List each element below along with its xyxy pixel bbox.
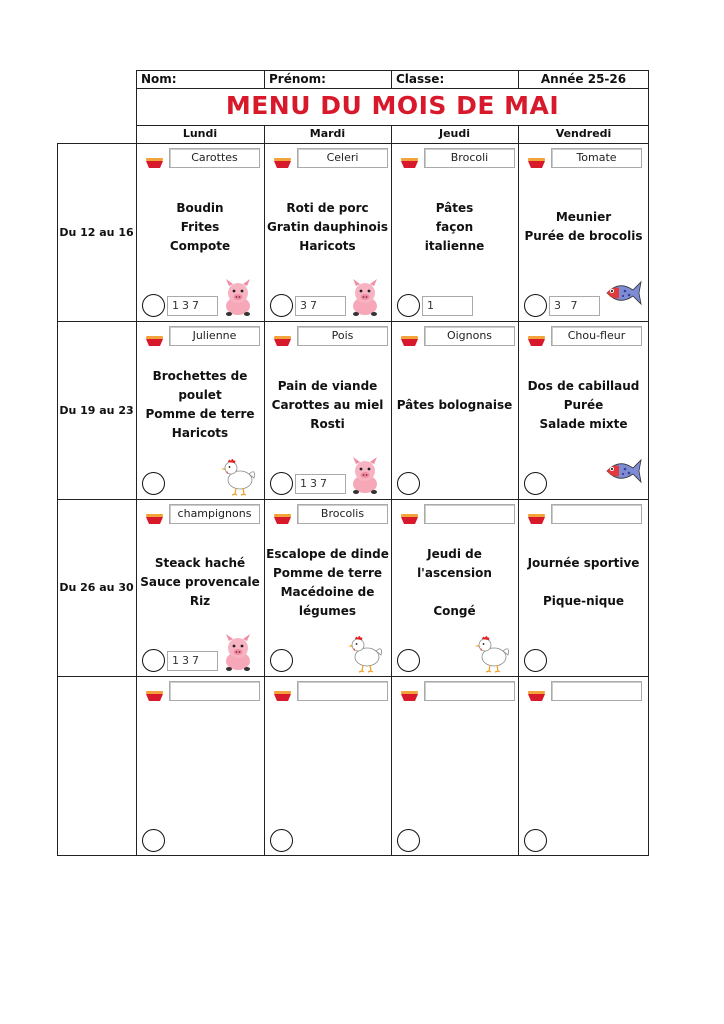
pig-icon (345, 456, 385, 496)
meal-line: Pomme de terre (272, 565, 383, 580)
menu-cell-mardi (264, 499, 391, 676)
meal-line: Pâtes bolognaise (396, 397, 513, 412)
choice-circle[interactable] (142, 829, 165, 852)
pig-icon (218, 633, 258, 673)
week-label-text: Du 12 au 16 (59, 225, 134, 239)
vegetable-field[interactable] (424, 681, 515, 701)
soup-bowl-icon (401, 331, 418, 341)
soup-bowl-icon (274, 153, 291, 163)
prenom-field[interactable] (264, 70, 392, 89)
day-header-vendredi: Vendredi (555, 127, 612, 140)
soup-bowl-icon (146, 686, 163, 696)
chicken-icon (472, 633, 512, 673)
meal-line: Purée de brocolis (524, 229, 643, 243)
meal-description (136, 529, 264, 636)
menu-cell-vendredi (518, 143, 649, 321)
meal-line: Carottes au miel (271, 397, 384, 412)
menu-cell-mardi (264, 676, 391, 856)
choice-circle[interactable] (397, 472, 420, 495)
menu-cell-jeudi (391, 321, 518, 499)
meal-description (136, 173, 264, 281)
soup-bowl-icon (146, 153, 163, 163)
soup-bowl-icon (528, 686, 545, 696)
choice-circle[interactable] (142, 649, 165, 672)
soup-bowl-icon (274, 331, 291, 341)
choice-circle[interactable] (524, 649, 547, 672)
choice-circle[interactable] (270, 649, 293, 672)
menu-cell-lundi (136, 321, 264, 499)
meal-line: Journée sportive (527, 556, 640, 570)
vegetable-field[interactable] (297, 681, 388, 701)
meal-description (518, 351, 649, 459)
vegetable-field[interactable] (424, 504, 515, 524)
code-box: 137 (167, 651, 218, 671)
vegetable-field[interactable] (551, 681, 642, 701)
soup-bowl-icon (146, 331, 163, 341)
meal-description (391, 706, 518, 816)
menu-cell-vendredi (518, 676, 649, 856)
week-label-text: Du 19 au 23 (59, 403, 134, 417)
meal-line: Riz (189, 594, 211, 608)
menu-cell-mardi (264, 321, 391, 499)
vegetable-field[interactable] (551, 504, 642, 524)
meal-line: Boudin (176, 200, 224, 215)
vegetable-field[interactable]: Tomate (551, 148, 642, 168)
menu-cell-lundi (136, 499, 264, 676)
code-box: 37 (295, 296, 346, 316)
day-header-divider (264, 125, 265, 144)
meal-line: Pâtes (435, 200, 474, 215)
meal-line: Escalope de dinde (266, 546, 389, 561)
meal-description (391, 173, 518, 281)
meal-line: Steack haché (154, 556, 246, 570)
day-header-divider (391, 125, 392, 144)
week-label (57, 676, 136, 856)
classe-field[interactable] (391, 70, 519, 89)
pig-icon (218, 278, 258, 318)
menu-cell-jeudi (391, 143, 518, 321)
choice-circle[interactable] (142, 472, 165, 495)
choice-circle[interactable] (270, 829, 293, 852)
soup-bowl-icon (274, 686, 291, 696)
choice-circle[interactable] (397, 649, 420, 672)
vegetable-field[interactable]: Pois (297, 326, 388, 346)
vegetable-field[interactable]: Celeri (297, 148, 388, 168)
menu-cell-vendredi (518, 321, 649, 499)
menu-cell-lundi (136, 676, 264, 856)
meal-line: Haricots (171, 426, 229, 440)
code-box: 137 (295, 474, 346, 494)
soup-bowl-icon (528, 509, 545, 519)
meal-line: italienne (424, 238, 485, 253)
day-header-jeudi: Jeudi (438, 127, 471, 140)
choice-circle[interactable] (397, 829, 420, 852)
soup-bowl-icon (401, 509, 418, 519)
code-box: 137 (167, 296, 218, 316)
code-box: 1 (422, 296, 473, 316)
week-label (57, 499, 136, 676)
fish-icon (603, 456, 643, 496)
nom-label: Nom: (141, 72, 177, 86)
meal-description (264, 173, 391, 281)
soup-bowl-icon (401, 153, 418, 163)
vegetable-field[interactable]: Julienne (169, 326, 260, 346)
meal-description (136, 706, 264, 816)
meal-description (264, 706, 391, 816)
chicken-icon (218, 456, 258, 496)
choice-circle[interactable] (524, 829, 547, 852)
meal-line: Purée (563, 397, 604, 412)
week-label (57, 321, 136, 499)
meal-line: Jeudi de l'ascension (417, 546, 492, 580)
classe-label: Classe: (396, 72, 445, 86)
meal-description (391, 529, 518, 636)
week-label (57, 143, 136, 321)
meal-line: Rosti (310, 416, 345, 431)
meal-description (518, 529, 649, 636)
pig-icon (345, 278, 385, 318)
meal-line: Meunier (555, 210, 612, 224)
soup-bowl-icon (528, 153, 545, 163)
choice-circle[interactable] (270, 294, 293, 317)
meal-line: Haricots (299, 238, 356, 253)
meal-line: Dos de cabillaud (527, 378, 640, 393)
meal-line: Brochettes de (152, 369, 248, 383)
vegetable-field[interactable]: Carottes (169, 148, 260, 168)
soup-bowl-icon (274, 509, 291, 519)
meal-line: façon (435, 219, 474, 234)
meal-line: Salade mixte (539, 416, 628, 431)
vegetable-field[interactable]: Brocoli (424, 148, 515, 168)
nom-field[interactable] (136, 70, 265, 89)
day-header-lundi: Lundi (182, 127, 218, 140)
menu-cell-vendredi (518, 499, 649, 676)
day-header-divider (518, 125, 519, 144)
vegetable-field[interactable]: Brocolis (297, 504, 388, 524)
vegetable-field[interactable]: Chou-fleur (551, 326, 642, 346)
meal-line: poulet (178, 388, 222, 402)
meal-description (518, 706, 649, 816)
meal-description (136, 351, 264, 459)
meal-line: Gratin dauphinois (267, 219, 388, 234)
meal-line: Pain de viande (277, 378, 378, 393)
soup-bowl-icon (528, 331, 545, 341)
soup-bowl-icon (146, 509, 163, 519)
menu-cell-lundi (136, 143, 264, 321)
annee-field (518, 70, 649, 89)
soup-bowl-icon (401, 686, 418, 696)
meal-description (264, 351, 391, 459)
choice-circle[interactable] (524, 294, 547, 317)
choice-circle[interactable] (524, 472, 547, 495)
annee-label: Année 25-26 (540, 72, 627, 86)
week-label-text: Du 26 au 30 (59, 581, 134, 594)
meal-description (518, 173, 649, 281)
meal-line: Pique-nique (542, 594, 625, 608)
meal-line: Pomme de terre (145, 407, 255, 421)
page-title: MENU DU MOIS DE MAI (136, 88, 649, 126)
menu-cell-jeudi (391, 676, 518, 856)
meal-description (264, 529, 391, 636)
fish-icon (603, 278, 643, 318)
meal-line: Sauce provencale (140, 575, 260, 589)
vegetable-field[interactable]: champignons (169, 504, 260, 524)
code-box: 3 7 (549, 296, 600, 316)
chicken-icon (345, 633, 385, 673)
choice-circle[interactable] (270, 472, 293, 495)
prenom-label: Prénom: (269, 72, 326, 86)
vegetable-field[interactable]: Oignons (424, 326, 515, 346)
meal-line: Compote (169, 238, 231, 253)
choice-circle[interactable] (142, 294, 165, 317)
meal-line: Roti de porc (286, 200, 369, 215)
meal-line: légumes (298, 603, 357, 618)
meal-line: Frites (180, 219, 220, 234)
meal-line: Macédoine de (280, 584, 375, 599)
day-header-mardi: Mardi (309, 127, 346, 140)
vegetable-field[interactable] (169, 681, 260, 701)
menu-cell-mardi (264, 143, 391, 321)
menu-cell-jeudi (391, 499, 518, 676)
meal-line: Congé (433, 603, 476, 618)
meal-description (391, 351, 518, 459)
choice-circle[interactable] (397, 294, 420, 317)
